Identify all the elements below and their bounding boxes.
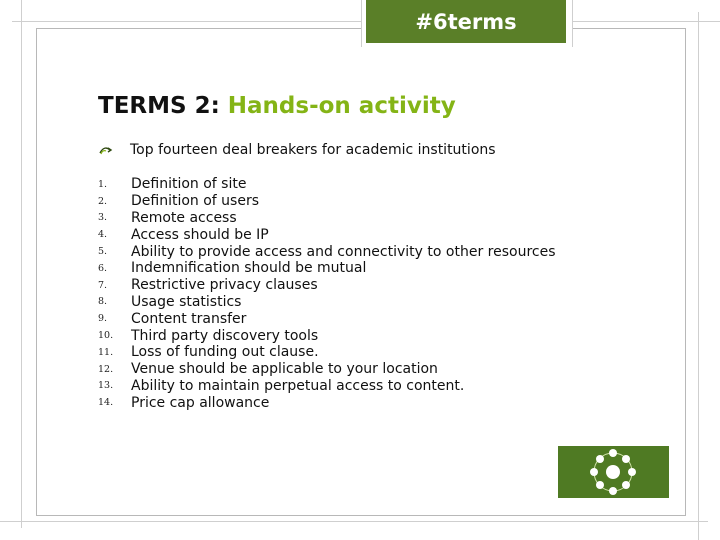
list-item	[98, 361, 556, 378]
list-item-number: 10.	[98, 330, 114, 342]
subtitle-text: Top fourteen deal breakers for academic institutions	[130, 142, 496, 158]
list-item-text: Loss of funding out clause.	[131, 344, 319, 361]
list-item-text: Ability to provide access and connectivity to other resources	[131, 243, 556, 260]
list-item-text: Definition of users	[131, 193, 260, 210]
deal-breaker-list	[98, 176, 556, 411]
title-accent: Hands-on activity	[227, 93, 456, 119]
list-item-number: 12.	[98, 363, 114, 375]
list-item-text: Remote access	[131, 209, 237, 226]
list-item-text: Usage statistics	[131, 293, 242, 310]
list-item-number: 7.	[98, 279, 108, 291]
list-item-text: Definition of site	[131, 176, 247, 193]
list-item-number: 5.	[98, 246, 108, 258]
list-item	[98, 394, 556, 411]
subtitle-bullet	[98, 142, 496, 158]
list-item-number: 2.	[98, 195, 108, 207]
list-item-text: Venue should be applicable to your location	[131, 361, 438, 378]
frame-line-right	[698, 12, 699, 540]
hashtag-label: #6terms	[415, 9, 517, 34]
list-item	[98, 176, 556, 193]
list-item-number: 14.	[98, 397, 114, 409]
frame-line-left	[21, 0, 22, 528]
list-item-number: 13.	[98, 380, 114, 392]
list-item-text: Indemnification should be mutual	[131, 260, 367, 277]
list-item-number: 9.	[98, 313, 108, 325]
page-title	[98, 93, 456, 119]
list-item-text: Ability to maintain perpetual access to content.	[131, 377, 465, 394]
cycle-diagram-thumbnail	[558, 446, 669, 498]
list-item	[98, 243, 556, 260]
list-item	[98, 294, 556, 311]
list-item	[98, 260, 556, 277]
list-item-text: Third party discovery tools	[131, 327, 319, 344]
list-item	[98, 310, 556, 327]
list-item-text: Price cap allowance	[131, 394, 270, 411]
leaf-arrow-icon	[98, 142, 114, 158]
list-item-text: Content transfer	[131, 310, 247, 327]
list-item	[98, 210, 556, 227]
list-item	[98, 344, 556, 361]
list-item-text: Restrictive privacy clauses	[131, 277, 318, 294]
title-prefix: TERMS 2:	[98, 93, 228, 119]
list-item	[98, 378, 556, 395]
list-item-number: 1.	[98, 178, 108, 190]
list-item-number: 6.	[98, 262, 108, 274]
list-item	[98, 193, 556, 210]
list-item	[98, 327, 556, 344]
list-item	[98, 226, 556, 243]
list-item-number: 8.	[98, 296, 108, 308]
list-item	[98, 277, 556, 294]
list-item-text: Access should be IP	[131, 226, 269, 243]
list-item-number: 3.	[98, 212, 108, 224]
cycle-diagram-icon	[558, 446, 669, 498]
frame-line-bottom	[0, 521, 708, 522]
list-item-number: 11.	[98, 346, 114, 358]
list-item-number: 4.	[98, 229, 108, 241]
hashtag-banner	[366, 0, 566, 43]
